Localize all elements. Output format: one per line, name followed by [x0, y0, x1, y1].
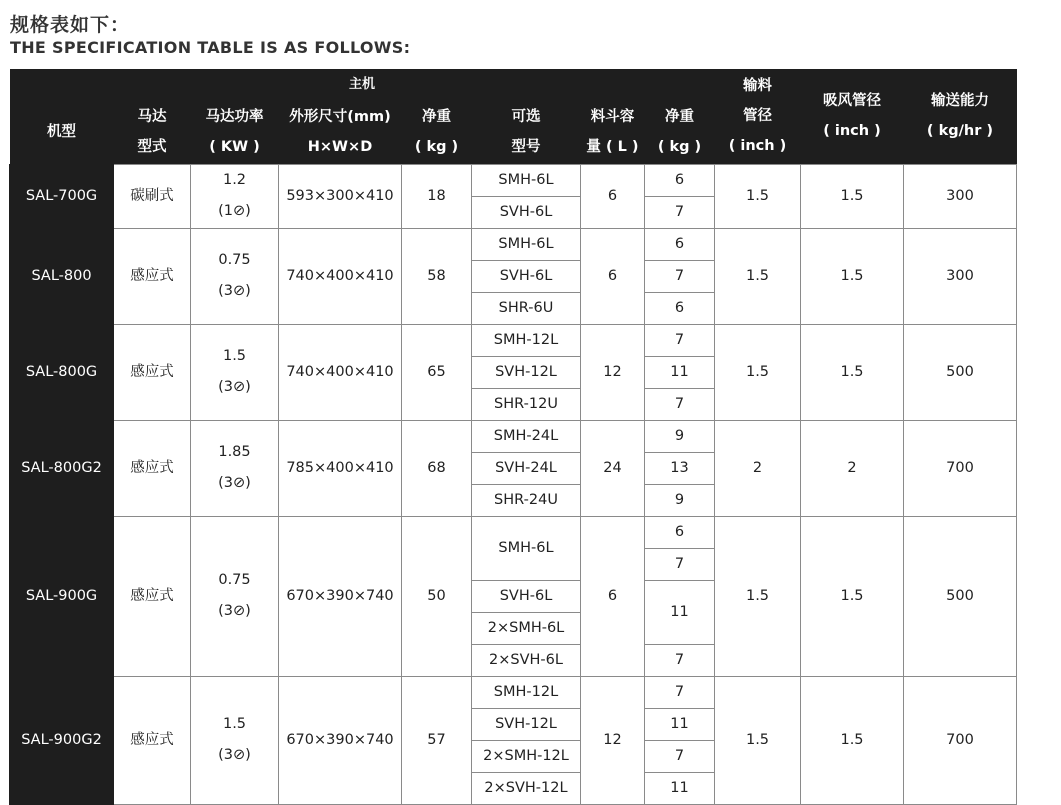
feed-pipe-header-line3: ( inch ) [728, 138, 787, 155]
net-weight-cell: 18 [402, 164, 472, 228]
motor-power-value: 1.85 [218, 444, 251, 460]
model-cell: SAL-900G [10, 516, 114, 676]
option-net-weight-cell: 6 [645, 164, 715, 196]
table-row [10, 324, 1017, 356]
motor-type-header-line1: 马达 [137, 108, 167, 125]
suction-pipe-cell: 1.5 [801, 164, 904, 228]
optional-model-cell: SVH-12L [472, 356, 581, 388]
dimensions-header [279, 100, 402, 164]
table-row [10, 228, 1017, 260]
option-net-weight-cell [645, 580, 715, 644]
optional-model-cell: 2×SMH-12L [472, 740, 581, 772]
option-net-weight-header-line2: ( kg ) [657, 138, 702, 155]
suction-pipe-cell: 1.5 [801, 676, 904, 804]
model-cell: SAL-800G [10, 324, 114, 420]
optional-model-cell: 2×SMH-6L [472, 612, 581, 644]
motor-power-header-line1: 马达功率 [205, 108, 264, 125]
option-net-weight-cell: 9 [645, 420, 715, 452]
optional-model-cell: SMH-12L [472, 676, 581, 708]
option-net-weight-value: 11 [670, 603, 689, 620]
option-net-weight-cell: 7 [645, 196, 715, 228]
suction-pipe-cell: 1.5 [801, 324, 904, 420]
option-net-weight-cell: 7 [645, 548, 715, 580]
option-net-weight-cell: 11 [645, 356, 715, 388]
hopper-capacity-cell: 6 [581, 228, 645, 324]
optional-model-cell: SVH-6L [472, 196, 581, 228]
optional-model-cell: 2×SVH-6L [472, 644, 581, 676]
net-weight-header-line1: 净重 [422, 108, 451, 125]
option-net-weight-cell: 7 [645, 324, 715, 356]
feed-pipe-cell: 1.5 [715, 164, 801, 228]
motor-type-cell: 感应式 [114, 420, 191, 516]
optional-model-cell: SVH-12L [472, 708, 581, 740]
optional-model-cell [472, 516, 581, 580]
option-net-weight-cell: 9 [645, 484, 715, 516]
suction-pipe-header-line2: ( inch ) [823, 123, 881, 140]
motor-power-value: 0.75 [218, 252, 251, 268]
optional-model-cell: SMH-24L [472, 420, 581, 452]
hopper-capacity-header-line1: 料斗容 [590, 108, 635, 125]
option-net-weight-cell: 13 [645, 452, 715, 484]
capacity-header [904, 69, 1017, 164]
capacity-cell: 300 [904, 228, 1017, 324]
capacity-cell: 300 [904, 164, 1017, 228]
dimensions-cell: 670×390×740 [279, 516, 402, 676]
dimensions-cell: 593×300×410 [279, 164, 402, 228]
feed-pipe-cell: 1.5 [715, 228, 801, 324]
net-weight-cell: 65 [402, 324, 472, 420]
motor-power-cell [191, 164, 279, 228]
model-cell: SAL-900G2 [10, 676, 114, 804]
model-header: 机型 [10, 100, 114, 164]
motor-type-cell: 感应式 [114, 676, 191, 804]
dimensions-cell: 785×400×410 [279, 420, 402, 516]
suction-pipe-cell: 2 [801, 420, 904, 516]
dimensions-cell: 740×400×410 [279, 324, 402, 420]
capacity-cell: 700 [904, 676, 1017, 804]
feed-pipe-cell: 1.5 [715, 516, 801, 676]
optional-model-header [472, 100, 581, 164]
feed-pipe-header-line1: 输料 [743, 78, 772, 95]
hopper-capacity-header-line2: 量 ( L ) [586, 138, 639, 155]
option-net-weight-header [645, 100, 715, 164]
model-cell: SAL-700G [10, 164, 114, 228]
capacity-header-line1: 输送能力 [931, 93, 989, 110]
page-title-cn: 规格表如下： [10, 14, 131, 36]
motor-power-header-line2: ( KW ) [209, 138, 260, 155]
specification-table [9, 69, 1017, 805]
option-net-weight-cell: 7 [645, 388, 715, 420]
dimensions-cell: 670×390×740 [279, 676, 402, 804]
motor-phase-value: (3⊘) [218, 603, 251, 619]
hopper-capacity-cell: 6 [581, 164, 645, 228]
motor-power-value: 1.5 [222, 348, 247, 364]
dimensions-cell: 740×400×410 [279, 228, 402, 324]
feed-pipe-cell: 1.5 [715, 676, 801, 804]
motor-type-header-line2: 型式 [137, 138, 167, 155]
hopper-capacity-cell: 6 [581, 516, 645, 676]
motor-phase-value: (3⊘) [218, 747, 251, 763]
capacity-cell: 500 [904, 516, 1017, 676]
suction-pipe-cell: 1.5 [801, 516, 904, 676]
suction-pipe-cell: 1.5 [801, 228, 904, 324]
hopper-capacity-cell: 12 [581, 676, 645, 804]
table-row [10, 676, 1017, 708]
motor-type-cell: 碳刷式 [114, 164, 191, 228]
motor-power-cell [191, 324, 279, 420]
option-net-weight-cell: 11 [645, 772, 715, 804]
feed-pipe-cell: 2 [715, 420, 801, 516]
optional-model-cell: SVH-6L [472, 580, 581, 612]
optional-model-cell: SHR-12U [472, 388, 581, 420]
optional-model-cell: SVH-24L [472, 452, 581, 484]
motor-phase-value: (3⊘) [218, 475, 251, 491]
motor-type-cell: 感应式 [114, 228, 191, 324]
net-weight-header [402, 100, 472, 164]
table-row [10, 164, 1017, 196]
dimensions-header-line1: 外形尺寸(mm) [289, 108, 391, 125]
table-row [10, 420, 1017, 452]
motor-power-header [191, 100, 279, 164]
motor-phase-value: (1⊘) [218, 203, 251, 219]
option-net-weight-cell: 7 [645, 644, 715, 676]
net-weight-cell: 57 [402, 676, 472, 804]
suction-pipe-header [801, 69, 904, 164]
optional-model-cell: SMH-6L [472, 228, 581, 260]
hopper-capacity-header [581, 100, 645, 164]
hopper-capacity-cell: 12 [581, 324, 645, 420]
net-weight-cell: 58 [402, 228, 472, 324]
feed-pipe-cell: 1.5 [715, 324, 801, 420]
optional-model-header-line2: 型号 [511, 138, 541, 155]
motor-power-cell [191, 516, 279, 676]
motor-power-cell [191, 420, 279, 516]
dimensions-header-line2: H×W×D [307, 138, 373, 155]
motor-power-value: 1.5 [222, 716, 247, 732]
motor-type-cell: 感应式 [114, 324, 191, 420]
hopper-capacity-cell: 24 [581, 420, 645, 516]
table-body [10, 164, 1017, 804]
option-net-weight-cell: 7 [645, 260, 715, 292]
main-unit-group-header: 主机 [10, 69, 715, 100]
motor-type-header [114, 100, 191, 164]
model-cell: SAL-800 [10, 228, 114, 324]
optional-model-cell: SMH-6L [472, 164, 581, 196]
motor-phase-value: (3⊘) [218, 283, 251, 299]
optional-model-cell: SVH-6L [472, 260, 581, 292]
motor-phase-value: (3⊘) [218, 379, 251, 395]
option-net-weight-cell: 6 [645, 228, 715, 260]
option-net-weight-header-line1: 净重 [665, 108, 694, 125]
option-net-weight-cell: 7 [645, 676, 715, 708]
optional-model-cell: SMH-12L [472, 324, 581, 356]
feed-pipe-header-line2: 管径 [743, 108, 772, 125]
net-weight-cell: 68 [402, 420, 472, 516]
table-header [10, 69, 1017, 164]
capacity-header-line2: ( kg/hr ) [926, 123, 994, 140]
motor-power-cell [191, 228, 279, 324]
option-net-weight-cell: 6 [645, 292, 715, 324]
motor-power-cell [191, 676, 279, 804]
option-net-weight-cell: 7 [645, 740, 715, 772]
optional-model-header-line1: 可选 [511, 108, 541, 125]
motor-type-cell: 感应式 [114, 516, 191, 676]
motor-power-value: 1.2 [222, 172, 247, 188]
net-weight-cell: 50 [402, 516, 472, 676]
model-cell: SAL-800G2 [10, 420, 114, 516]
capacity-cell: 700 [904, 420, 1017, 516]
suction-pipe-header-line1: 吸风管径 [823, 93, 881, 110]
page-title-en: THE SPECIFICATION TABLE IS AS FOLLOWS: [10, 38, 411, 57]
optional-model-cell: SHR-24U [472, 484, 581, 516]
option-net-weight-cell: 11 [645, 708, 715, 740]
feed-pipe-header [715, 69, 801, 164]
net-weight-header-line2: ( kg ) [414, 138, 459, 155]
capacity-cell: 500 [904, 324, 1017, 420]
option-net-weight-cell: 6 [645, 516, 715, 548]
table-row [10, 516, 1017, 548]
optional-model-cell: 2×SVH-12L [472, 772, 581, 804]
optional-model-cell: SHR-6U [472, 292, 581, 324]
motor-power-value: 0.75 [218, 572, 251, 588]
optional-model-name: SMH-6L [498, 539, 554, 556]
